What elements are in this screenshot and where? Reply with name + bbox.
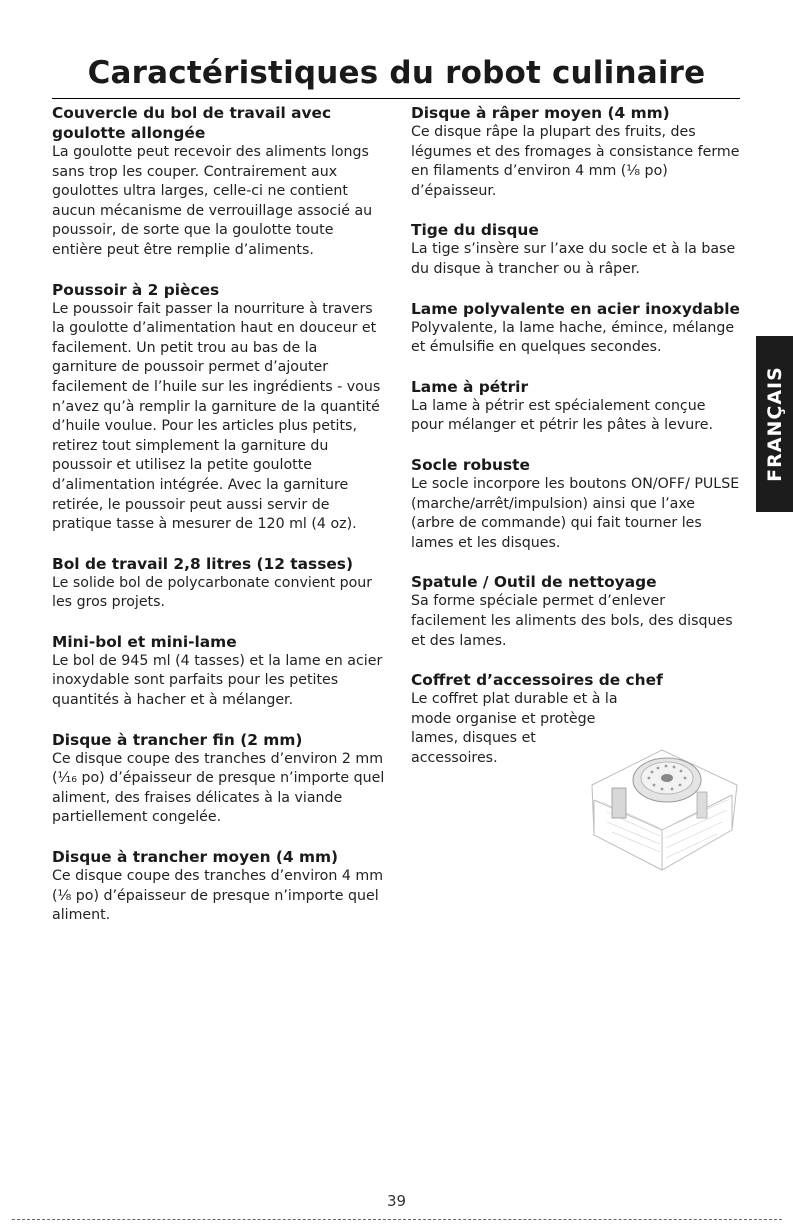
feature-heading: Disque à trancher fin (2 mm) <box>52 730 303 749</box>
page-title: Caractéristiques du robot culinaire <box>87 55 706 91</box>
feature-description: Le poussoir fait passer la nourriture à travers la goulotte d’alimentation haut en douceur et facilement. Un petit trou au bas de la garniture de poussoir permet d’ajouter facilement de l’huile sur les ingrédients - vous n’avez qu’à remplir la garniture de la quantité d’huile voulue. Pour les articles plus petits, retirez tout simplement la garniture du poussoir et utilisez la petite goulotte d’alimentation intégrée. Avec la garniture retirée, le poussoir peut aussi servir de pratique tasse à mesurer de 120 ml (4 oz). <box>52 300 381 533</box>
feature-disc-stem <box>411 220 741 279</box>
feature-description: Sa forme spéciale permet d’enlever facilement les aliments des bols, des disques et des lames. <box>411 593 733 649</box>
feature-description: La goulotte peut recevoir des aliments longs sans trop les couper. Contrairement aux goulottes ultra larges, celle-ci ne contient aucun mécanisme de verrouillage associé au poussoir, de sorte que la goulotte toute entière peut être remplie d’aliments. <box>52 144 373 258</box>
feature-multipurpose-blade <box>411 299 741 358</box>
right-column <box>411 103 741 768</box>
feature-description: Ce disque coupe des tranches d’environ 2 mm (¹⁄₁₆ po) d’épaisseur de presque n’importe quel aliment, des fraises délicates à la viande partiellement congelée. <box>52 750 385 826</box>
language-tab <box>756 336 793 512</box>
feature-description: Le bol de 945 ml (4 tasses) et la lame en acier inoxydable sont parfaits pour les petites quantités à hacher et à mélanger. <box>52 652 383 709</box>
feature-spatula <box>411 572 741 651</box>
feature-heading: Lame polyvalente en acier inoxydable <box>411 299 740 318</box>
feature-heading: Poussoir à 2 pièces <box>52 280 220 299</box>
feature-description: Ce disque coupe des tranches d’environ 4 mm (¹⁄₈ po) d’épaisseur de presque n’importe quel aliment. <box>52 868 384 924</box>
feature-heading: Couvercle du bol de travail avec goulotte allongée <box>52 104 332 142</box>
feature-work-bowl-lid <box>52 103 385 261</box>
feature-sturdy-base <box>411 455 741 553</box>
feature-heading: Mini-bol et mini-lame <box>52 632 237 651</box>
accessory-case-illustration <box>582 740 742 875</box>
feature-description: Le coffret plat durable et à la mode organise et protège lames, disques et accessoires. <box>411 691 618 766</box>
feature-description: Polyvalente, la lame hache, émince, mélange et émulsifie en quelques secondes. <box>411 319 735 356</box>
feature-medium-shredding-disc <box>411 103 741 201</box>
feature-description: La tige s’insère sur l’axe du socle et à la base du disque à trancher ou à râper. <box>411 241 736 277</box>
feature-description: Ce disque râpe la plupart des fruits, des légumes et des fromages à consistance ferme en filaments d’environ 4 mm (¹⁄₈ po) d’épaisseur. <box>411 124 740 199</box>
feature-pusher <box>52 280 385 535</box>
feature-description: Le socle incorpore les boutons ON/OFF/ PULSE (marche/arrêt/impulsion) ainsi que l’axe (arbre de commande) qui fait tourner les lames et les disques. <box>411 475 740 551</box>
feature-description: Le solide bol de polycarbonate convient pour les gros projets. <box>52 574 373 611</box>
left-column <box>52 103 385 926</box>
feature-dough-blade <box>411 377 741 436</box>
feature-heading: Disque à trancher moyen (4 mm) <box>52 848 339 867</box>
feature-thin-slicing-disc <box>52 730 385 828</box>
feature-medium-slicing-disc <box>52 847 385 926</box>
feature-mini-bowl <box>52 632 385 711</box>
feature-heading: Spatule / Outil de nettoyage <box>411 573 657 592</box>
feature-description: La lame à pétrir est spécialement conçue pour mélanger et pétrir les pâtes à levure. <box>411 397 713 434</box>
feature-heading: Coffret d’accessoires de chef <box>411 671 663 690</box>
language-tab-label: FRANÇAIS <box>763 366 786 482</box>
feature-heading: Tige du disque <box>411 221 539 240</box>
feature-heading: Bol de travail 2,8 litres (12 tasses) <box>52 554 353 573</box>
feature-heading: Lame à pétrir <box>411 377 529 396</box>
feature-work-bowl <box>52 554 385 613</box>
feature-heading: Disque à râper moyen (4 mm) <box>411 104 670 122</box>
title-divider <box>52 98 740 99</box>
feature-heading: Socle robuste <box>411 455 530 474</box>
page-number: 39 <box>386 1192 407 1210</box>
page-bottom-border <box>12 1219 782 1220</box>
